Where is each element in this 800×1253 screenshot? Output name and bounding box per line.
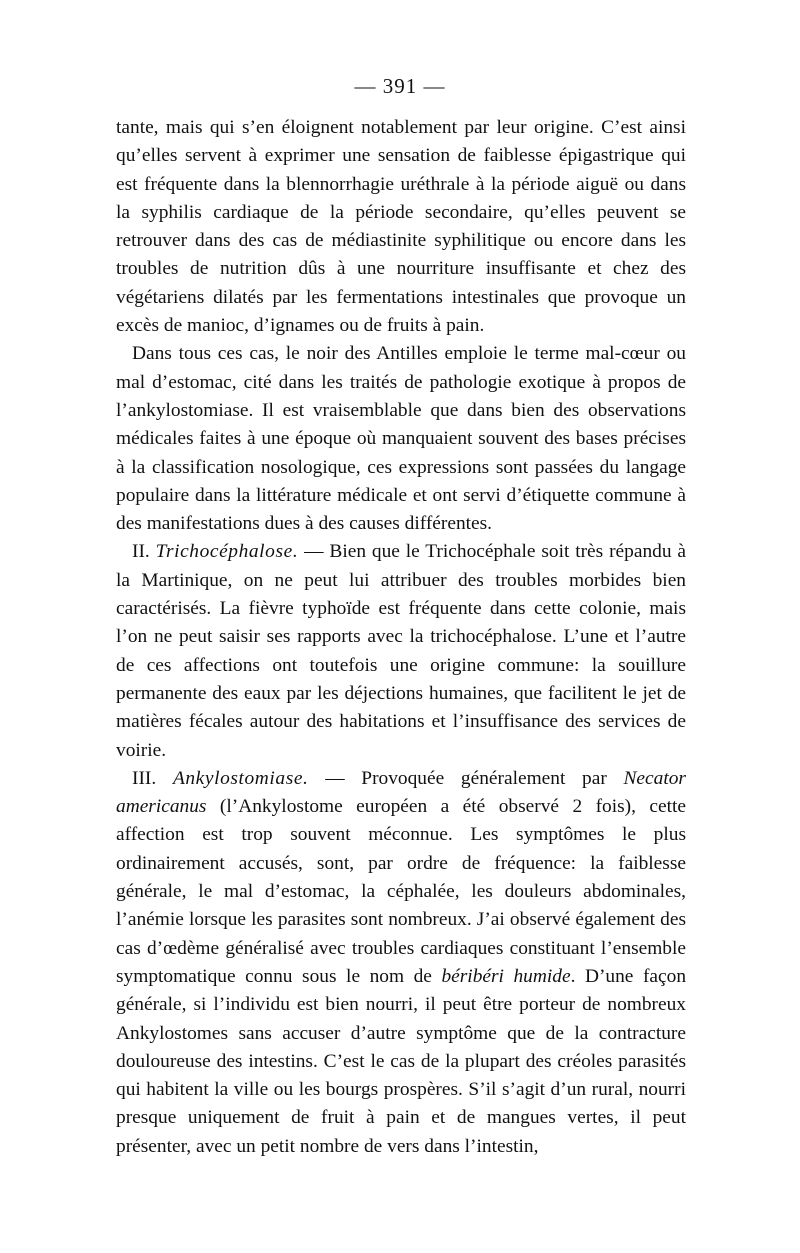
paragraph-text: . D’une façon générale, si l’individu est bien nourri, il peut être porteur de nombreux Ankylostomes sans accuser d’autre symptôme que de la contracture douloureuse des intestins. C’est le cas de la plupart des créoles parasités qui habitent la ville ou les bourgs prospères. S’il s’agit d’un rural, nourri presque uniquement de fruit à pain et de mangues vertes, il peut présenter, avec un petit nombre de vers dans l’intestin, — [116, 965, 687, 1157]
paragraph-antilles: Dans tous ces cas, le noir des Antilles emploie le terme mal-cœur ou mal d’estomac, cité dans les traités de pathologie exotique à propos de l’ankylostomiase. Il est vraisemblable que dans bien des observations médicales faites à une époque où manquaient souvent des bases précises à la classification nosologique, ces expressions sont passées du langage populaire dans la littérature médicale et ont servi d’étiquette commune à des manifestations dues à des causes différentes. — [116, 343, 686, 535]
paragraph-text: — Bien que le Trichocéphale soit très répandu à la Martinique, on ne peut lui attribuer des troubles morbides bien caractérisés. La fièvre typhoïde est fréquente dans cette colonie, mais l’on ne peut saisir ses rapports avec la trichocéphalose. L’une et l’autre de ces affections ont toutefois une origine commune: la souillure permanente des eaux par les déjections humaines, que facilitent le jet de matières fécales autour des habitations et l’insuffisance des services de voirie. — [116, 541, 686, 761]
body-text — [116, 114, 686, 1161]
paragraph-ankylostomiase — [116, 765, 686, 1161]
disease-name: béribéri humide — [441, 965, 571, 987]
paragraph-continuation: tante, mais qui s’en éloignent notablement par leur origine. C’est ainsi qu’elles servent à exprimer une sensation de faiblesse épigastrique qui est fréquente dans la blennorrhagie uréthrale à la période aiguë ou dans la syphilis cardiaque de la période secondaire, qu’elles peuvent se retrouver dans des cas de médiastinite syphilitique ou encore dans les troubles de nutrition dûs à une nourriture insuffisante et chez des végétariens dilatés par les fermentations intestinales que provoque un excès de manioc, d’ignames ou de fruits à pain. — [116, 117, 686, 337]
page-number: — 391 — — [354, 74, 446, 98]
section-heading: Trichocéphalose. — [155, 541, 299, 563]
section-number: II. — [132, 541, 150, 563]
section-heading: Ankylostomiase. — [172, 767, 309, 789]
paragraph-trichocephalose — [116, 538, 686, 764]
section-number: III. — [132, 767, 157, 789]
species-name: Necator americanus — [116, 767, 686, 818]
paragraph-text: — Provoquée généralement par — [308, 767, 624, 789]
paragraph-text: (l’Ankylostome européen a été observé 2 fois), cette affection est trop souvent méconnue. Les symptômes le plus ordinairement accusés, sont, par ordre de fréquence: la faiblesse générale, le mal d’estomac, la céphalée, les douleurs abdominales, l’anémie lorsque les parasites sont nombreux. J’ai observé également des cas d’œdème généralisé avec troubles cardiaques constituant l’ensemble symptomatique connu sous le nom de — [116, 796, 686, 987]
